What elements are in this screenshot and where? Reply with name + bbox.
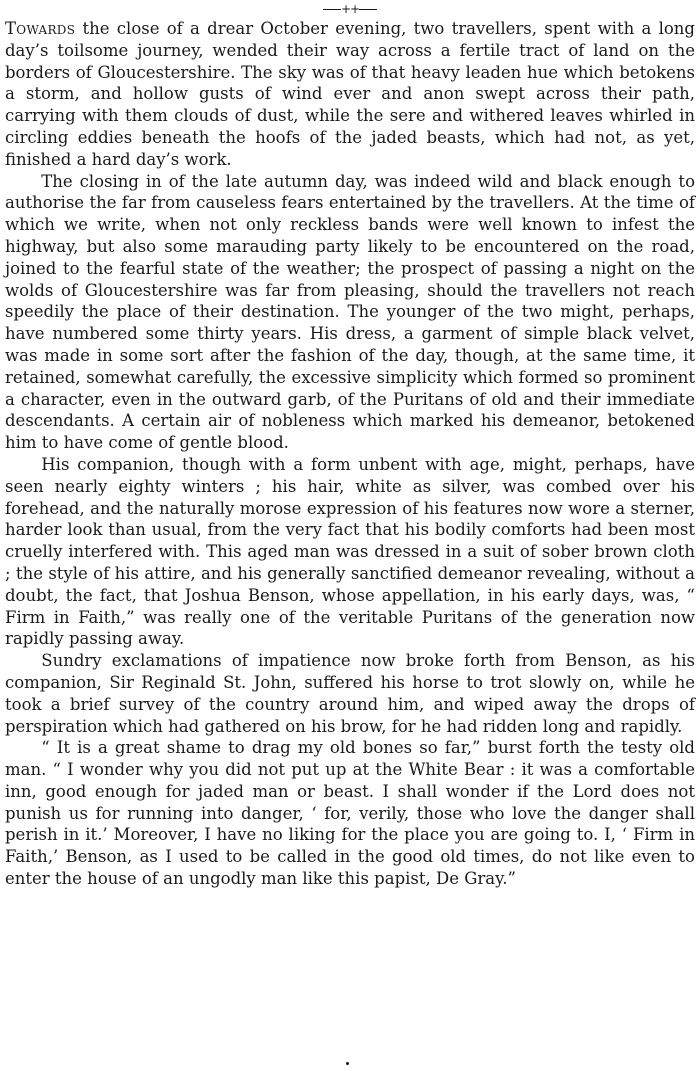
paragraph-5: “ It is a great shame to drag my old bones so far,” burst forth the testy old man. “ I wonder why you did not put up at the White Bear : it was a comfortable inn, good enough for jaded man or beast. I shall wonder if the Lord does not punish us for running into danger, ‘ for, verily, those who love the danger shall perish in it.’ Moreover, I have no liking for the place you are going to. I, ‘ Firm in Faith,’ Benson, as I used to be called in the good old times, do not like even to enter the house of an ungodly man like this papist, De Gray.” [5,738,695,889]
paragraph-1 [5,18,695,171]
paragraph-4: Sundry exclamations of impatience now broke forth from Benson, as his companion, Sir Reginald St. John, suffered his horse to trot slowly on, while he took a brief survey of the country around him, and wiped away the drops of perspiration which had gathered on his brow, for he had ridden long and rapidly. [5,651,695,736]
paragraph-3: His companion, though with a form unbent with age, might, perhaps, have seen nearly eighty winters ; his hair, white as silver, was combed over his forehead, and the naturally morose expression of his features now wore a sterner, harder look than usual, from the very fact that his bodily comforts had been most cruelly interfered with. This aged man was dressed in a suit of sober brown cloth ; the style of his attire, and his generally sanctified demeanor revealing, without a doubt, the fact, that Joshua Benson, whose appellation, in his early days, was, “ Firm in Faith,” was really one of the veritable Puritans of the generation now rapidly passing away. [5,454,695,649]
paragraph-lead-word: Towards [5,19,76,38]
paragraph-text: the close of a drear October evening, two travellers, spent with a long day’s toilsome journey, wended their way across a fertile tract of land on the borders of Gloucestershire. The sky was of that heavy leaden hue which betokens a storm, and hollow gusts of wind ever and anon swept across their path, carrying with them clouds of dust, while the sere and withered leaves whirled in circling eddies beneath the hoofs of the jaded beasts, which had not, as yet, finished a hard day’s work. [5,19,695,169]
end-mark [346,1062,349,1065]
ornament-rule-right [359,9,377,10]
paragraph-2: The closing in of the late autumn day, was indeed wild and black enough to authorise the far from causeless fears entertained by the travellers. At the time of which we write, when not only reckless bands were well known to infest the highway, but also some marauding party likely to be encountered on the road, joined to the fearful state of the weather; the prospect of passing a night on the wolds of Gloucestershire was far from pleasing, should the travellers not reach speedily the place of their destination. The younger of the two might, perhaps, have numbered some thirty years. His dress, a garment of simple black velvet, was made in some sort after the fashion of the day, though, at the same time, it retained, somewhat carefully, the excessive simplicity which formed so prominent a character, even in the outward garb, of the Puritans of old and their immediate descendants. A certain air of nobleness which marked his demeanor, betokened him to have come of gentle blood. [5,171,695,453]
section-ornament [5,2,695,16]
ornament-rule-left [323,9,341,10]
article-body [5,18,695,890]
ornament-glyph: ++ [340,2,360,16]
